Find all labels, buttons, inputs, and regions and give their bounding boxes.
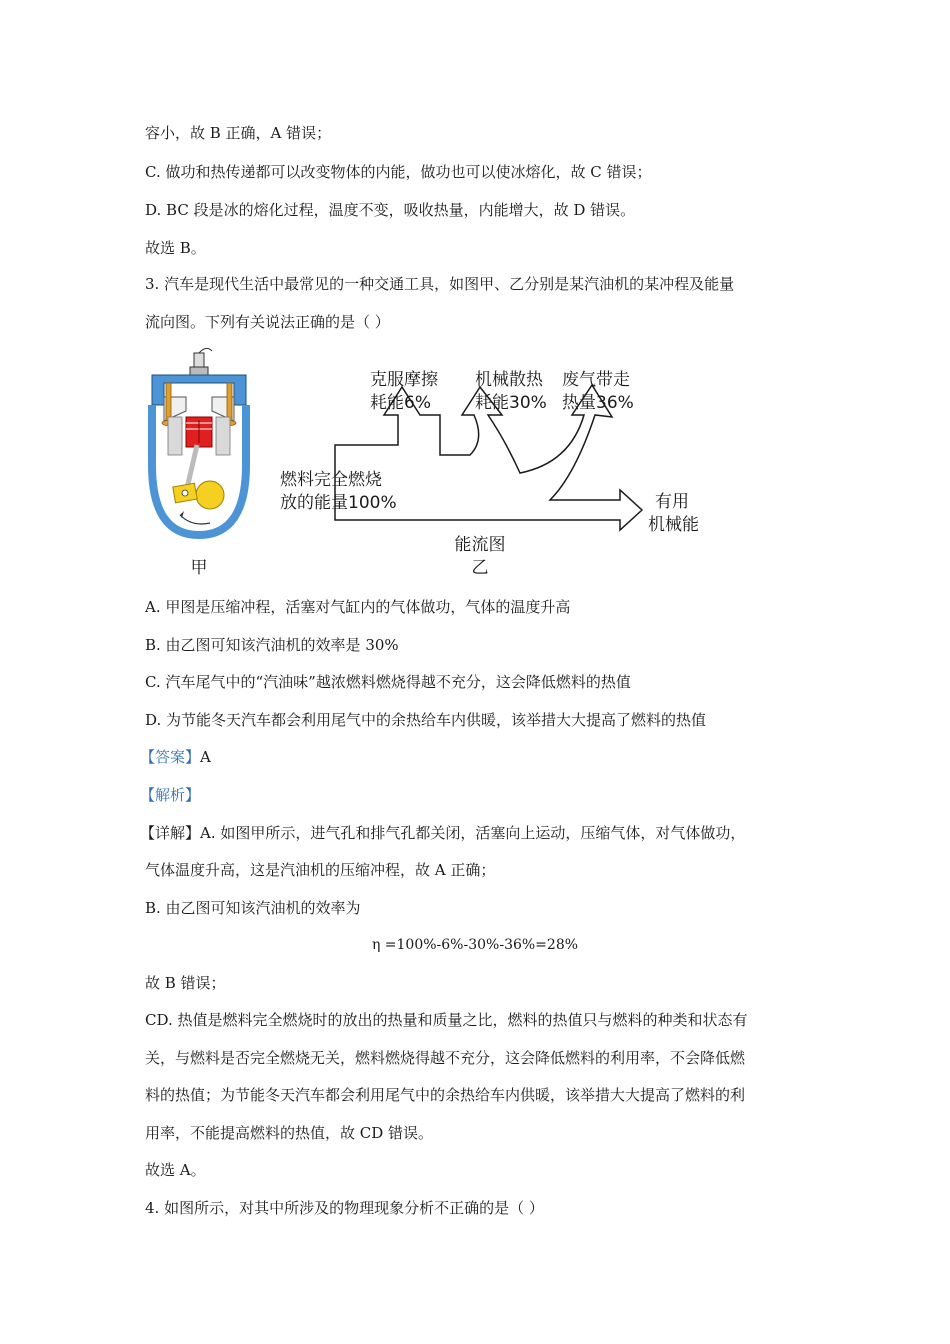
detail-line: 气体温度升高，这是汽油机的压缩冲程，故 A 正确； (145, 861, 496, 879)
detail-line (140, 823, 745, 843)
input-energy-label: 燃料完全燃烧 (280, 470, 382, 490)
loss-heat-label: 机械散热 (475, 370, 543, 390)
question-3-stem-cont: 流向图。下列有关说法正确的是（ ） (145, 313, 390, 331)
detail-line: CD. 热值是燃料完全燃烧时的放出的热量和质量之比，燃料的热值只与燃料的种类和状态有 (145, 1011, 748, 1029)
detail-text: A. 如图甲所示，进气孔和排气孔都关闭，活塞向上运动，压缩气体，对气体做功， (200, 824, 746, 842)
question-3-stem: 3. 汽车是现代生活中最常见的一种交通工具，如图甲、乙分别是某汽油机的某冲程及能量 (145, 275, 735, 293)
loss-heat-value: 耗能30% (475, 393, 547, 413)
text-line: D. BC 段是冰的熔化过程，温度不变，吸收热量，内能增大，故 D 错误。 (145, 201, 636, 219)
text-line: C. 做功和热传递都可以改变物体的内能，做功也可以使冰熔化，故 C 错误； (145, 163, 652, 181)
answer-value: A (200, 748, 211, 766)
text-line: 容小，故 B 正确，A 错误； (145, 124, 332, 142)
option-c: C. 汽车尾气中的“汽油味”越浓燃料燃烧得越不充分，这会降低燃料的热值 (145, 673, 631, 691)
detail-tag: 【详解】 (140, 824, 201, 842)
flow-title: 能流图 (454, 535, 506, 555)
detail-line: 故选 A。 (145, 1161, 206, 1179)
answer-line (140, 747, 211, 767)
loss-exhaust-label: 废气带走 (562, 370, 630, 390)
engine-diagram (152, 348, 246, 535)
option-a: A. 甲图是压缩冲程，活塞对气缸内的气体做功，气体的温度升高 (145, 598, 571, 616)
flow-caption: 乙 (471, 558, 489, 578)
loss-exhaust-value: 热量36% (562, 393, 634, 413)
output-label: 有用 (655, 492, 689, 512)
option-b: B. 由乙图可知该汽油机的效率是 30% (145, 636, 399, 654)
question-4-stem: 4. 如图所示，对其中所涉及的物理现象分析不正确的是（ ） (145, 1199, 544, 1217)
engine-caption: 甲 (190, 558, 208, 578)
loss-friction-label: 克服摩擦 (370, 370, 438, 390)
option-d: D. 为节能冬天汽车都会利用尾气中的余热给车内供暖，该举措大大提高了燃料的热值 (145, 711, 707, 729)
detail-line: B. 由乙图可知该汽油机的效率为 (145, 899, 361, 917)
answer-tag: 【答案】 (140, 748, 201, 766)
detail-line: 用率，不能提高燃料的热值，故 CD 错误。 (145, 1124, 434, 1142)
detail-line: 故 B 错误； (145, 974, 226, 992)
question-3-figure (140, 345, 720, 585)
input-energy-value: 放的能量100% (280, 493, 397, 513)
efficiency-formula: η =100%-6%-30%-36%=28% (371, 937, 579, 953)
loss-friction-value: 耗能6% (370, 393, 431, 413)
detail-line: 关，与燃料是否完全燃烧无关，燃料燃烧得越不充分，这会降低燃料的利用率，不会降低燃 (145, 1049, 746, 1067)
detail-line: 料的热值；为节能冬天汽车都会利用尾气中的余热给车内供暖，该举措大大提高了燃料的利 (145, 1086, 746, 1104)
analysis-tag: 【解析】 (140, 786, 201, 804)
output-label-cont: 机械能 (648, 515, 699, 535)
text-line: 故选 B。 (145, 239, 206, 257)
